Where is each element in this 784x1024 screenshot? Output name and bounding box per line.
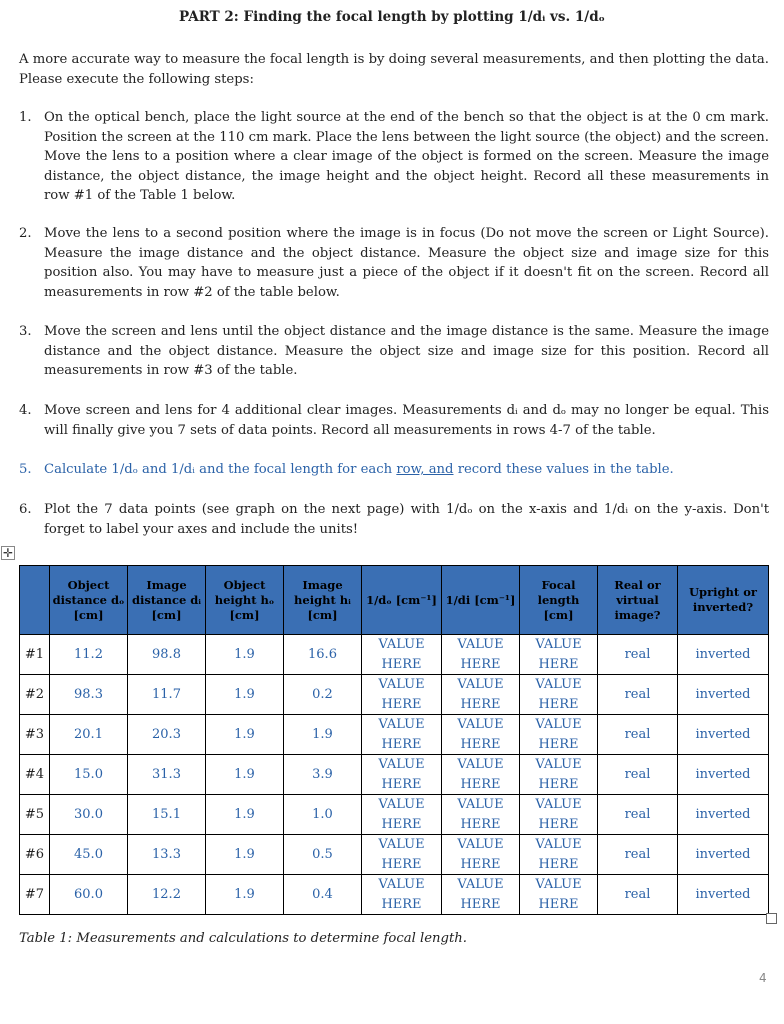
inverse-di-cell[interactable]: VALUE HERE: [442, 795, 520, 835]
object-height-cell[interactable]: 1.9: [206, 635, 284, 675]
inverse-do-cell[interactable]: VALUE HERE: [362, 635, 442, 675]
inverse-do-cell[interactable]: VALUE HERE: [362, 755, 442, 795]
inverse-do-cell[interactable]: VALUE HERE: [362, 675, 442, 715]
header-real-or-virtual: Real or virtual image?: [598, 566, 678, 635]
inverse-di-cell[interactable]: VALUE HERE: [442, 675, 520, 715]
table-row: [20, 675, 769, 715]
row-label: #6: [20, 835, 50, 875]
object-height-cell[interactable]: 1.9: [206, 715, 284, 755]
image-distance-cell[interactable]: 20.3: [128, 715, 206, 755]
row-label: #4: [20, 755, 50, 795]
row-label: #1: [20, 635, 50, 675]
step-number: 1.: [19, 110, 32, 125]
orientation-cell[interactable]: inverted: [678, 635, 769, 675]
header-object-height: Object height hₒ [cm]: [206, 566, 284, 635]
header-cell-index: [20, 566, 50, 635]
table-header-row: [20, 566, 769, 635]
step-4: [19, 401, 769, 440]
object-height-cell[interactable]: 1.9: [206, 835, 284, 875]
step-5-link[interactable]: row, and: [396, 462, 454, 477]
inverse-di-cell[interactable]: VALUE HERE: [442, 835, 520, 875]
table-move-handle-icon[interactable]: ✛: [2, 546, 14, 560]
object-height-cell[interactable]: 1.9: [206, 795, 284, 835]
orientation-cell[interactable]: inverted: [678, 715, 769, 755]
focal-length-cell[interactable]: VALUE HERE: [520, 795, 598, 835]
orientation-cell[interactable]: inverted: [678, 795, 769, 835]
inverse-do-cell[interactable]: VALUE HERE: [362, 875, 442, 915]
step-text: Plot the 7 data points (see graph on the next page) with 1/dₒ on the x-axis and 1/dᵢ on the y-axis. Don't forget to label your axes and include the units!: [44, 502, 769, 537]
step-number: 4.: [19, 403, 32, 418]
step-5-text-a: Calculate 1/dₒ and 1/dᵢ and the focal length for each: [44, 462, 397, 477]
real-virtual-cell[interactable]: real: [598, 755, 678, 795]
inverse-di-cell[interactable]: VALUE HERE: [442, 635, 520, 675]
image-distance-cell[interactable]: 11.7: [128, 675, 206, 715]
step-text: Move the screen and lens until the object distance and the image distance is the same. Measure the image distance and the object distance. Measure the object size and image size for this position. Record all measurements in row #3 of the table.: [44, 324, 769, 378]
measurements-table: [19, 565, 769, 915]
image-distance-cell[interactable]: 12.2: [128, 875, 206, 915]
inverse-do-cell[interactable]: VALUE HERE: [362, 715, 442, 755]
table-caption: Table 1: Measurements and calculations to determine focal length.: [19, 931, 467, 946]
row-label: #2: [20, 675, 50, 715]
page-number: 4: [759, 971, 767, 985]
real-virtual-cell[interactable]: real: [598, 795, 678, 835]
page-title: PART 2: Finding the focal length by plotting 1/dᵢ vs. 1/dₒ: [179, 9, 605, 25]
focal-length-cell[interactable]: VALUE HERE: [520, 635, 598, 675]
step-2: [19, 224, 769, 302]
object-height-cell[interactable]: 1.9: [206, 675, 284, 715]
focal-length-cell[interactable]: VALUE HERE: [520, 755, 598, 795]
header-image-distance: Image distance dᵢ [cm]: [128, 566, 206, 635]
table-row: [20, 835, 769, 875]
step-text: Move the lens to a second position where the image is in focus (Do not move the screen or Light Source). Measure the image distance and the object distance. Measure the object size and image size for this position also. You may have to measure just a piece of the object if it doesn't fit on the screen. Record all measurements in row #2 of the table below.: [44, 226, 769, 300]
table-row: [20, 755, 769, 795]
object-height-cell[interactable]: 1.9: [206, 755, 284, 795]
step-text: On the optical bench, place the light source at the end of the bench so that the object is at the 0 cm mark. Position the screen at the 110 cm mark. Place the lens between the light source (the object) and the screen. Move the lens to a position where a clear image of the object is formed on the screen. Measure the image distance, the object distance, the image height and the object height. Record all these measurements in row #1 of the Table 1 below.: [44, 110, 769, 203]
table-row: [20, 795, 769, 835]
image-height-cell[interactable]: 0.5: [284, 835, 362, 875]
step-6: [19, 500, 769, 539]
orientation-cell[interactable]: inverted: [678, 755, 769, 795]
header-focal-length: Focal length [cm]: [520, 566, 598, 635]
real-virtual-cell[interactable]: real: [598, 715, 678, 755]
step-text: Move screen and lens for 4 additional clear images. Measurements dᵢ and dₒ may no longer be equal. This will finally give you 7 sets of data points. Record all measurements in rows 4-7 of the table.: [44, 403, 769, 438]
object-distance-cell[interactable]: 45.0: [50, 835, 128, 875]
object-distance-cell[interactable]: 11.2: [50, 635, 128, 675]
step-3: [19, 322, 769, 381]
table-row: [20, 715, 769, 755]
step-5-text-b: record these values in the table.: [453, 462, 674, 477]
inverse-do-cell[interactable]: VALUE HERE: [362, 795, 442, 835]
inverse-di-cell[interactable]: VALUE HERE: [442, 755, 520, 795]
image-height-cell[interactable]: 0.4: [284, 875, 362, 915]
step-number: 6.: [19, 502, 32, 517]
focal-length-cell[interactable]: VALUE HERE: [520, 875, 598, 915]
image-distance-cell[interactable]: 15.1: [128, 795, 206, 835]
inverse-di-cell[interactable]: VALUE HERE: [442, 715, 520, 755]
step-text: [44, 460, 769, 480]
header-image-height: Image height hᵢ [cm]: [284, 566, 362, 635]
image-height-cell[interactable]: 3.9: [284, 755, 362, 795]
image-height-cell[interactable]: 1.0: [284, 795, 362, 835]
focal-length-cell[interactable]: VALUE HERE: [520, 715, 598, 755]
header-inverse-do: 1/dₒ [cm⁻¹]: [362, 566, 442, 635]
image-height-cell[interactable]: 16.6: [284, 635, 362, 675]
image-distance-cell[interactable]: 98.8: [128, 635, 206, 675]
focal-length-cell[interactable]: VALUE HERE: [520, 835, 598, 875]
row-label: #3: [20, 715, 50, 755]
image-height-cell[interactable]: 0.2: [284, 675, 362, 715]
orientation-cell[interactable]: inverted: [678, 835, 769, 875]
header-object-distance: Object distance dₒ [cm]: [50, 566, 128, 635]
orientation-cell[interactable]: inverted: [678, 875, 769, 915]
object-distance-cell[interactable]: 60.0: [50, 875, 128, 915]
table-row: [20, 635, 769, 675]
object-height-cell[interactable]: 1.9: [206, 875, 284, 915]
real-virtual-cell[interactable]: real: [598, 835, 678, 875]
step-number: 2.: [19, 226, 32, 241]
object-distance-cell[interactable]: 15.0: [50, 755, 128, 795]
image-distance-cell[interactable]: 13.3: [128, 835, 206, 875]
real-virtual-cell[interactable]: real: [598, 875, 678, 915]
intro-paragraph: A more accurate way to measure the focal length is by doing several measurements, and then plotting the data. Please execute the following steps:: [19, 52, 769, 87]
orientation-cell[interactable]: inverted: [678, 675, 769, 715]
header-inverse-di: 1/di [cm⁻¹]: [442, 566, 520, 635]
step-5: [19, 460, 769, 480]
object-distance-cell[interactable]: 98.3: [50, 675, 128, 715]
table-resize-handle[interactable]: [766, 913, 777, 924]
row-label: #5: [20, 795, 50, 835]
step-number: 3.: [19, 324, 32, 339]
row-label: #7: [20, 875, 50, 915]
inverse-di-cell[interactable]: VALUE HERE: [442, 875, 520, 915]
step-number: 5.: [19, 462, 32, 477]
focal-length-cell[interactable]: VALUE HERE: [520, 675, 598, 715]
real-virtual-cell[interactable]: real: [598, 675, 678, 715]
image-distance-cell[interactable]: 31.3: [128, 755, 206, 795]
real-virtual-cell[interactable]: real: [598, 635, 678, 675]
object-distance-cell[interactable]: 30.0: [50, 795, 128, 835]
object-distance-cell[interactable]: 20.1: [50, 715, 128, 755]
header-upright-or-inverted: Upright or inverted?: [678, 566, 769, 635]
step-1: [19, 108, 769, 206]
image-height-cell[interactable]: 1.9: [284, 715, 362, 755]
table-row: [20, 875, 769, 915]
inverse-do-cell[interactable]: VALUE HERE: [362, 835, 442, 875]
